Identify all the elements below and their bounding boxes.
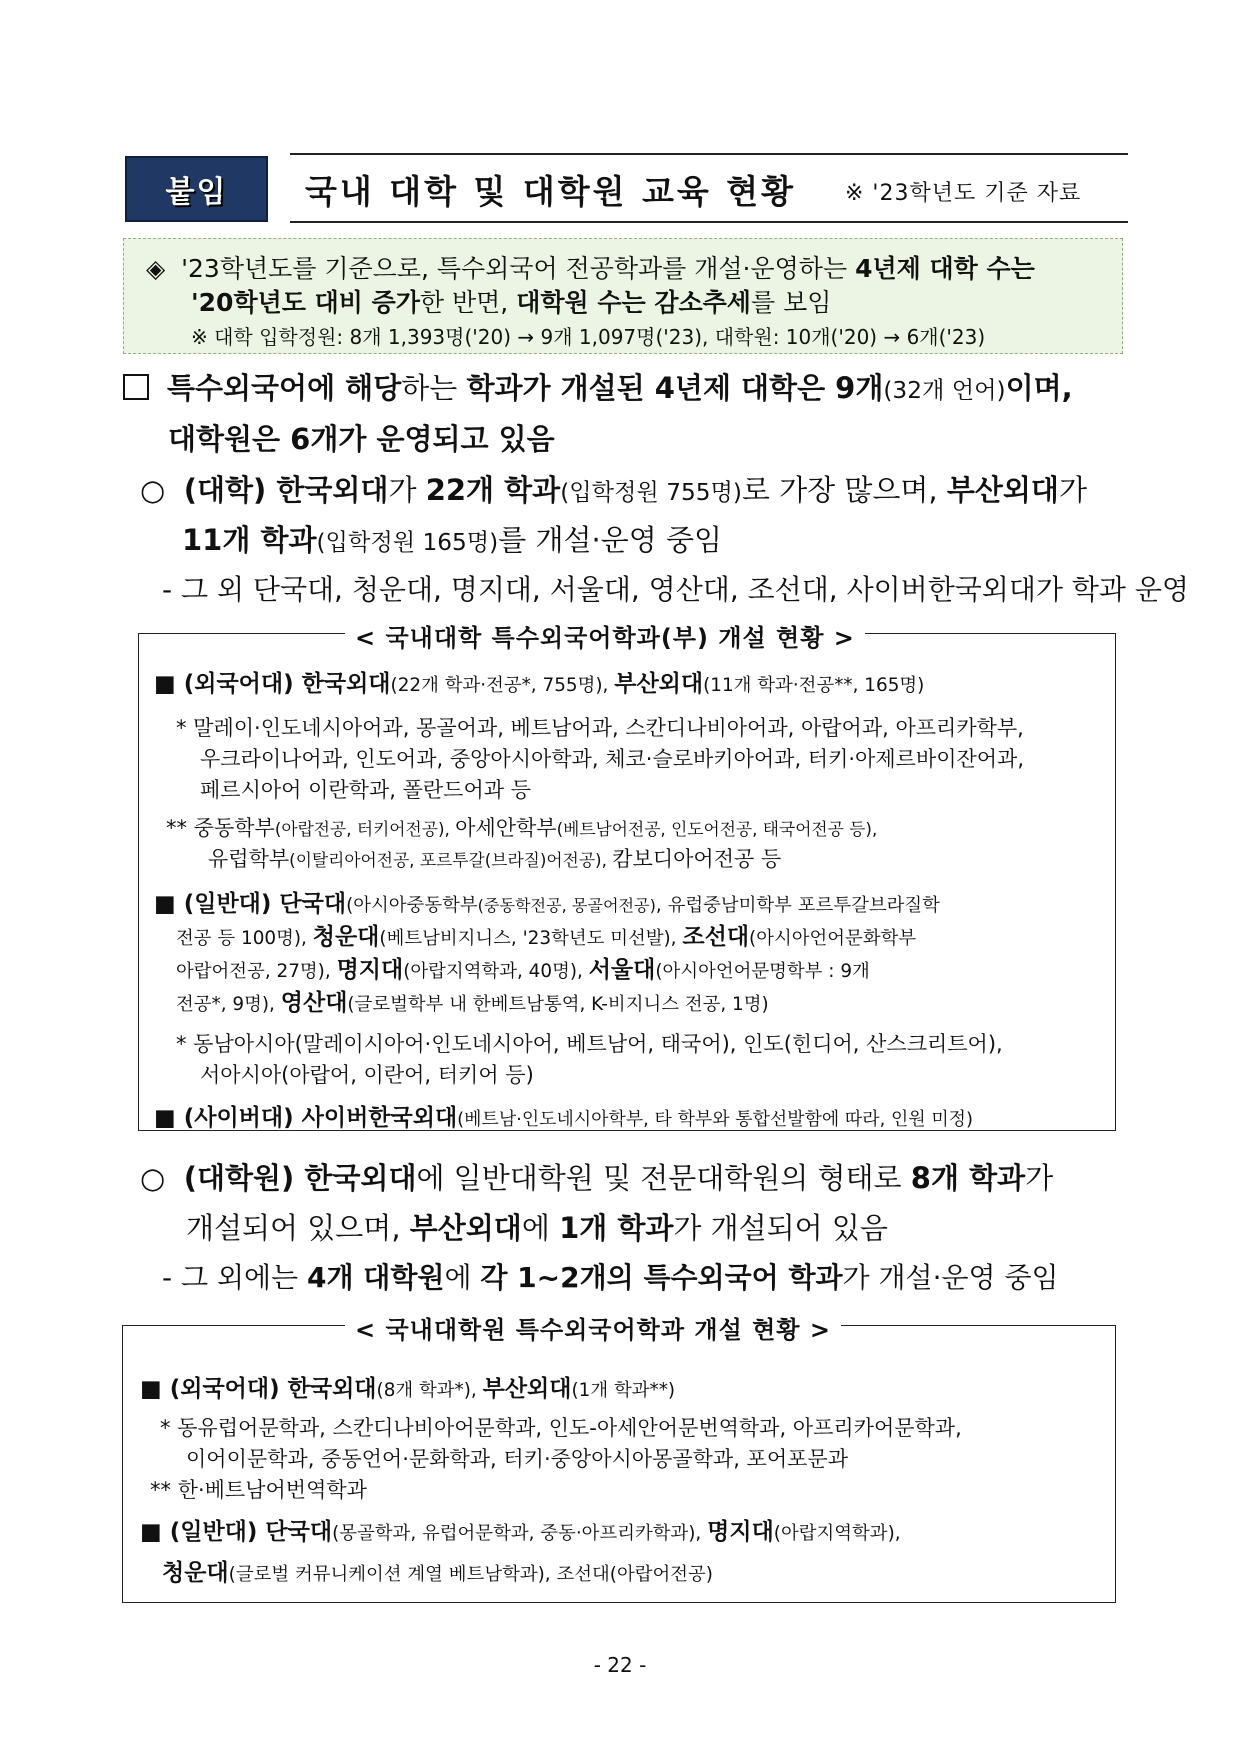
text: (아랍지역학과), (773, 1523, 901, 1544)
text-paren: (입학정원 165명) (316, 529, 499, 556)
text: ** 중동학부 (166, 816, 275, 840)
text-bold: 부산외대 (482, 1376, 572, 1402)
table1-note1-line1: * 말레이·인도네시아어과, 몽골어과, 베트남어과, 스칸디나비아어과, 아랍어과, 아프리카학부, (176, 716, 1024, 740)
text: 를 개설·운영 중임 (498, 523, 722, 557)
graduate-point-line-1 (140, 1156, 1053, 1197)
table1-general-row-line3 (176, 951, 870, 984)
text-bold: 부산외대 (946, 473, 1059, 507)
text: 가 (388, 473, 426, 507)
text-paren: (11개 학과·전공**, 165명) (703, 675, 925, 696)
text: , 유럽중남미학부 포르투갈브라질학 (655, 895, 940, 916)
summary-line-1 (146, 249, 1035, 285)
summary-highlight: 4년제 대학 수는 (855, 254, 1035, 283)
text-bold: 명지대 (336, 957, 404, 983)
text-paren: (중동학전공, 몽골어전공) (477, 896, 656, 915)
summary-box (123, 238, 1123, 354)
text: (몽골학과, 유럽어문학과, 중동·아프리카학과), (332, 1523, 708, 1544)
text: (글로벌학부 내 한베트남통역, K-비지니스 전공, 1명) (347, 994, 769, 1015)
table1-general-row-line4 (176, 984, 769, 1017)
table1-cyber-row (154, 1099, 973, 1132)
text-bold: 22개 학과 (425, 473, 561, 507)
table1-general-row-line2 (176, 918, 916, 951)
text-bold: 8개 학과 (910, 1161, 1026, 1195)
text: 아랍어전공, 27명), (176, 961, 337, 982)
text: 가 개설되어 있음 (673, 1211, 888, 1245)
text-bold: 1개 학과 (559, 1211, 674, 1245)
summary-highlight: 대학원 수는 감소추세 (516, 288, 751, 317)
text-bold: ■ (일반대) 단국대 (154, 891, 347, 917)
text-paren: (22개 학과·전공*, 755명), (390, 675, 615, 696)
text: 유럽학부 (208, 847, 290, 871)
text: - 그 외에는 (162, 1261, 307, 1294)
table2-note2: ** 한·베트남어번역학과 (150, 1478, 367, 1502)
summary-line-2 (191, 283, 831, 319)
attachment-badge (125, 156, 268, 222)
summary-text: '23학년도를 기준으로, 특수외국어 전공학과를 개설·운영하는 (181, 254, 856, 283)
text: 에 (444, 1261, 481, 1294)
text-paren: (아랍전공, 터키어전공), (274, 819, 456, 839)
summary-enrollment-note: ※ 대학 입학정원: 8개 1,393명('20) → 9개 1,097명('23), 대학원: 10개('20) → 6개('23) (191, 325, 986, 349)
basis-note: ※ '23학년도 기준 자료 (845, 181, 1082, 206)
text-bold: 조선대 (682, 924, 750, 950)
text-bold: 특수외국어에 해당 (167, 371, 402, 405)
circle-bullet-icon: ○ (140, 1161, 166, 1195)
table2-note1-line2: 이어이문학과, 중동언어·문화학과, 터키·중앙아시아몽골학과, 포어포문과 (186, 1447, 848, 1471)
text: 개설되어 있으며, (186, 1211, 410, 1245)
text-paren: (입학정원 755명) (560, 479, 742, 506)
table2-general-row-line2 (162, 1554, 713, 1587)
square-bullet-icon (123, 374, 149, 400)
page-number: - 22 - (593, 1653, 647, 1677)
text: (베트남비지니스, '23학년도 미선발), (379, 928, 683, 949)
table1-note2-line2 (208, 843, 781, 873)
text-bold: 학과가 개설된 4년제 대학은 9개 (466, 371, 884, 405)
text-bold: ■ (일반대) 단국대 (140, 1519, 333, 1545)
university-table-title: < 국내대학 특수외국어학과(부) 개설 현황 > (345, 618, 865, 653)
text: 에 (521, 1211, 560, 1245)
circle-bullet-icon: ○ (140, 473, 166, 507)
summary-text: 한 반면, (419, 288, 517, 317)
text-bold: (대학원) 한국외대 (183, 1161, 417, 1195)
university-point-line-2 (182, 518, 722, 559)
text: (글로벌 커뮤니케이션 계열 베트남학과), 조선대(아랍어전공) (228, 1564, 713, 1585)
text: 가 (1025, 1161, 1054, 1195)
table1-general-row-line1 (154, 885, 940, 918)
table1-note2-line1 (166, 812, 877, 842)
text-paren: (1개 학과**) (571, 1380, 676, 1401)
text: 가 (1058, 473, 1087, 507)
table1-note3-line2: 서아시아(아랍어, 이란어, 터키어 등) (200, 1063, 534, 1087)
summary-text: 를 보임 (750, 288, 832, 317)
text: 전공*, 9명), (176, 994, 281, 1015)
text-paren: (이탈리아어전공, 포르투갈(브라질)어전공), (289, 850, 613, 870)
text-bold: ■ (사이버대) 사이버한국외대 (154, 1105, 458, 1131)
text-bold: 4개 대학원 (307, 1261, 445, 1294)
graduate-others-line (162, 1256, 1059, 1296)
university-point-line-1 (140, 468, 1087, 509)
university-others-line: - 그 외 단국대, 청운대, 명지대, 서울대, 영산대, 조선대, 사이버한국외대가 학과 운영 (162, 573, 1189, 606)
text-bold: 청운대 (162, 1560, 229, 1586)
text-bold: ■ (외국어대) 한국외대 (154, 671, 391, 697)
table1-note3-line1: * 동남아시아(말레이시아어·인도네시아어, 베트남어, 태국어), 인도(힌디어, 산스크리트어), (176, 1032, 1003, 1056)
table1-note1-line3: 페르시아어 이란학과, 폴란드어과 등 (200, 778, 531, 802)
text-bold: (대학) 한국외대 (183, 473, 389, 507)
text: 하는 (401, 371, 467, 405)
graduate-table-title: < 국내대학원 특수외국어학과 개설 현황 > (345, 1310, 841, 1345)
page-title: 국내 대학 및 대학원 교육 현황 (305, 172, 796, 211)
text-paren: (베트남어전공, 인도어전공, 태국어전공 등), (556, 819, 878, 839)
text-bold: 부산외대 (409, 1211, 522, 1245)
text-bold: 이며, (1005, 371, 1073, 405)
table2-general-row-line1 (140, 1513, 901, 1546)
text-paren: (8개 학과*), (376, 1380, 483, 1401)
text: 아세안학부 (455, 816, 557, 840)
main-point-line-1 (123, 366, 1073, 407)
table1-foreign-lang-row (154, 665, 924, 698)
text-bold: 각 1~2개의 특수외국어 학과 (480, 1261, 843, 1294)
text: (아시아언어문화학부 (749, 928, 917, 949)
table2-note1-line1: * 동유럽어문학과, 스칸디나비아어문학과, 인도-아세안어문번역학과, 아프리카어문학과, (160, 1416, 962, 1440)
text-paren: (32개 언어) (883, 377, 1006, 404)
text-bold: 청운대 (312, 924, 380, 950)
diamond-bullet-icon: ◈ (146, 254, 166, 283)
text-paren: (베트남·인도네시아학부, 타 학부와 통합선발함에 따라, 인원 미정) (457, 1109, 974, 1130)
text-bold: 11개 학과 (182, 523, 317, 557)
main-point-line-2: 대학원은 6개가 운영되고 있음 (168, 422, 555, 456)
text: 로 가장 많으며, (741, 473, 947, 507)
text-bold: 부산외대 (614, 671, 704, 697)
attachment-badge-label: 붙임 (165, 175, 228, 210)
table2-foreign-lang-row (140, 1370, 675, 1403)
text: 캄보디아어전공 등 (612, 847, 782, 871)
text: 전공 등 100명), (176, 928, 313, 949)
text: (아랍지역학과, 40명), (403, 961, 589, 982)
table1-note1-line2: 우크라이나어과, 인도어과, 중앙아시아학과, 체코·슬로바키아어과, 터키·아제르바이잔어과, (200, 747, 1025, 771)
text: 에 일반대학원 및 전문대학원의 형태로 (416, 1161, 911, 1195)
text: 가 개설·운영 중임 (842, 1261, 1059, 1294)
summary-highlight: '20학년도 대비 증가 (191, 288, 420, 317)
text-bold: ■ (외국어대) 한국외대 (140, 1376, 377, 1402)
text: (아시아중동학부 (346, 895, 478, 916)
text-bold: 명지대 (707, 1519, 774, 1545)
text: (아시아언어문명학부 : 9개 (655, 961, 870, 982)
text-bold: 서울대 (588, 957, 656, 983)
graduate-point-line-2 (186, 1206, 888, 1247)
text-bold: 영산대 (280, 990, 348, 1016)
